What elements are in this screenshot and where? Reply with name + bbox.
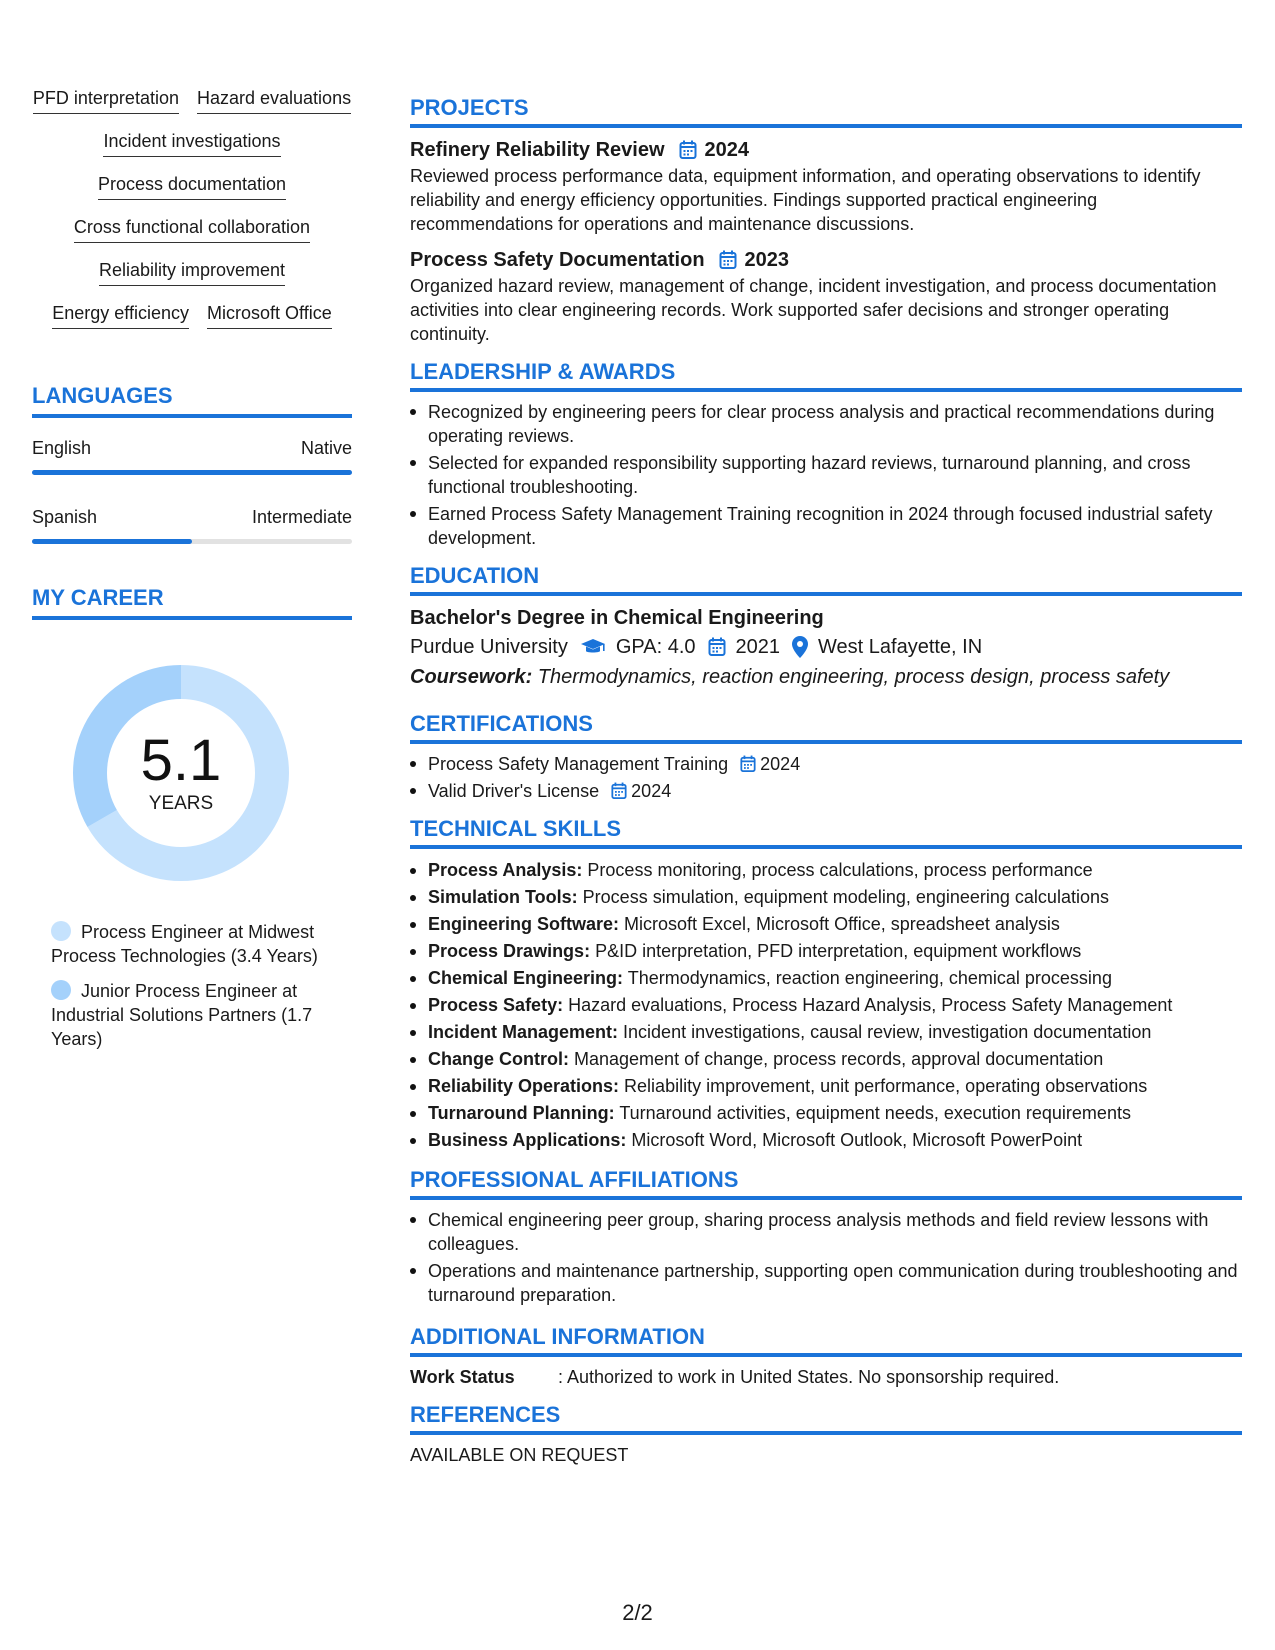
left-column bbox=[32, 86, 352, 1062]
language-bar-fill bbox=[32, 470, 352, 475]
skill-value: Reliability improvement, unit performance, operating observations bbox=[619, 1076, 1148, 1096]
skill-tag: Hazard evaluations bbox=[197, 86, 351, 114]
list-item: Chemical engineering peer group, sharing process analysis methods and field review lessons with colleagues. bbox=[410, 1208, 1242, 1256]
skill-value: Microsoft Excel, Microsoft Office, spreadsheet analysis bbox=[619, 914, 1060, 934]
legend-dot-icon bbox=[51, 980, 71, 1000]
career-section bbox=[32, 584, 352, 1051]
skill-value: Process monitoring, process calculations, process performance bbox=[582, 860, 1093, 880]
coursework-text: Thermodynamics, reaction engineering, process design, process safety bbox=[532, 666, 1170, 688]
list-item bbox=[410, 965, 1242, 992]
calendar-icon bbox=[708, 637, 726, 657]
skill-tag: Microsoft Office bbox=[207, 301, 332, 329]
technical-skills-heading: TECHNICAL SKILLS bbox=[410, 815, 1242, 849]
skill-value: Process simulation, equipment modeling, engineering calculations bbox=[577, 887, 1109, 907]
list-item bbox=[410, 1127, 1242, 1154]
right-column bbox=[410, 94, 1242, 1479]
skill-value: Microsoft Word, Microsoft Outlook, Microsoft PowerPoint bbox=[626, 1130, 1083, 1150]
skill-label: Process Analysis: bbox=[428, 860, 583, 880]
skill-label: Business Applications: bbox=[428, 1130, 627, 1150]
certification-year: 2024 bbox=[631, 781, 672, 801]
skill-label: Engineering Software: bbox=[428, 914, 620, 934]
career-total-value: 5.1 bbox=[140, 728, 222, 793]
education-meta bbox=[410, 632, 1242, 662]
calendar-icon bbox=[740, 755, 756, 773]
education-school: Purdue University bbox=[410, 636, 568, 658]
career-legend bbox=[32, 920, 352, 1051]
skill-label: Turnaround Planning: bbox=[428, 1103, 615, 1123]
certification-year: 2024 bbox=[760, 754, 801, 774]
skill-tag: Process documentation bbox=[98, 172, 286, 200]
list-item bbox=[410, 938, 1242, 965]
skill-value: Incident investigations, causal review, investigation documentation bbox=[618, 1022, 1152, 1042]
certifications-heading: CERTIFICATIONS bbox=[410, 710, 1242, 744]
skill-label: Simulation Tools: bbox=[428, 887, 578, 907]
skill-label: Process Safety: bbox=[428, 995, 564, 1015]
education-heading: EDUCATION bbox=[410, 562, 1242, 596]
list-item bbox=[410, 1073, 1242, 1100]
career-legend-label: Junior Process Engineer at Industrial Solutions Partners (1.7 Years) bbox=[51, 981, 313, 1049]
skill-tags bbox=[32, 86, 352, 344]
language-name: English bbox=[32, 438, 92, 458]
work-status-label: Work Status bbox=[410, 1367, 515, 1387]
technical-skills-list bbox=[410, 857, 1242, 1154]
additional-info-heading: ADDITIONAL INFORMATION bbox=[410, 1323, 1242, 1357]
certifications-list bbox=[410, 752, 1242, 803]
certification-name: Process Safety Management Training bbox=[428, 754, 729, 774]
list-item bbox=[410, 1100, 1242, 1127]
language-bar-fill bbox=[32, 539, 192, 544]
project-title: Refinery Reliability Review bbox=[410, 139, 665, 161]
projects-heading: PROJECTS bbox=[410, 94, 1242, 128]
legend-dot-icon bbox=[51, 921, 71, 941]
language-item bbox=[32, 505, 352, 544]
leadership-list bbox=[410, 400, 1242, 550]
career-total-unit: YEARS bbox=[148, 793, 214, 814]
project-item bbox=[410, 246, 1242, 346]
list-item: Selected for expanded responsibility supporting hazard reviews, turnaround planning, and cross functional troubleshooting. bbox=[410, 451, 1242, 499]
list-item bbox=[410, 1019, 1242, 1046]
list-item bbox=[410, 752, 1242, 776]
language-name: Spanish bbox=[32, 507, 98, 527]
location-pin-icon bbox=[792, 636, 808, 658]
list-item bbox=[410, 857, 1242, 884]
coursework-label: Coursework: bbox=[410, 666, 533, 688]
technical-skills-section bbox=[410, 815, 1242, 1154]
career-legend-item bbox=[51, 920, 341, 968]
list-item bbox=[410, 884, 1242, 911]
list-item bbox=[410, 779, 1242, 803]
list-item bbox=[410, 911, 1242, 938]
skill-value: Turnaround activities, equipment needs, execution requirements bbox=[614, 1103, 1131, 1123]
list-item: Operations and maintenance partnership, supporting open communication during troubleshooting and turnaround preparation. bbox=[410, 1259, 1242, 1307]
page-number: 2/2 bbox=[622, 1600, 653, 1625]
language-bar bbox=[32, 539, 352, 544]
education-gpa: GPA: 4.0 bbox=[615, 636, 696, 658]
career-legend-label: Process Engineer at Midwest Process Technologies (3.4 Years) bbox=[51, 922, 318, 966]
skill-label: Change Control: bbox=[428, 1049, 569, 1069]
skill-value: P&ID interpretation, PFD interpretation, equipment workflows bbox=[590, 941, 1082, 961]
skill-value: Hazard evaluations, Process Hazard Analysis, Process Safety Management bbox=[563, 995, 1173, 1015]
education-location: West Lafayette, IN bbox=[818, 636, 983, 658]
skill-label: Chemical Engineering: bbox=[428, 968, 624, 988]
skill-tag: Reliability improvement bbox=[99, 258, 285, 286]
work-status-value: : Authorized to work in United States. No sponsorship required. bbox=[558, 1367, 1060, 1387]
additional-info-section bbox=[410, 1323, 1242, 1389]
certification-name: Valid Driver's License bbox=[428, 781, 600, 801]
skill-label: Incident Management: bbox=[428, 1022, 619, 1042]
leadership-heading: LEADERSHIP & AWARDS bbox=[410, 358, 1242, 392]
project-year: 2023 bbox=[744, 249, 790, 271]
affiliations-section bbox=[410, 1166, 1242, 1307]
career-donut bbox=[66, 658, 296, 888]
references-heading: REFERENCES bbox=[410, 1401, 1242, 1435]
skill-tag: Cross functional collaboration bbox=[74, 215, 310, 243]
projects-section bbox=[410, 94, 1242, 346]
leadership-section bbox=[410, 358, 1242, 550]
work-status-row bbox=[410, 1365, 1242, 1389]
skill-label: Reliability Operations: bbox=[428, 1076, 620, 1096]
references-section bbox=[410, 1401, 1242, 1467]
project-description: Reviewed process performance data, equipment information, and operating observations to identify reliability and energy efficiency opportunities. Findings supported practical engineering recommendations for operations and maintenance discussions. bbox=[410, 166, 1201, 234]
list-item bbox=[410, 1046, 1242, 1073]
skill-label: Process Drawings: bbox=[428, 941, 591, 961]
career-heading: MY CAREER bbox=[32, 584, 352, 620]
list-item bbox=[410, 992, 1242, 1019]
education-coursework bbox=[410, 662, 1242, 692]
skill-value: Management of change, process records, approval documentation bbox=[569, 1049, 1104, 1069]
education-section bbox=[410, 562, 1242, 692]
list-item: Recognized by engineering peers for clear process analysis and practical recommendations during operating reviews. bbox=[410, 400, 1242, 448]
certifications-section bbox=[410, 710, 1242, 803]
list-item: Earned Process Safety Management Training recognition in 2024 through focused industrial safety development. bbox=[410, 502, 1242, 550]
project-title: Process Safety Documentation bbox=[410, 249, 705, 271]
education-year: 2021 bbox=[735, 636, 781, 658]
skill-tag: Incident investigations bbox=[103, 129, 280, 157]
skill-tag: PFD interpretation bbox=[33, 86, 179, 114]
project-year: 2024 bbox=[704, 139, 750, 161]
language-level: Intermediate bbox=[251, 507, 352, 527]
project-description: Organized hazard review, management of change, incident investigation, and process documentation activities into clear engineering records. Work supported safer decisions and stronger operating continuity. bbox=[410, 276, 1217, 344]
references-text: AVAILABLE ON REQUEST bbox=[410, 1445, 629, 1465]
project-item bbox=[410, 136, 1242, 236]
languages-section bbox=[32, 382, 352, 544]
education-degree: Bachelor's Degree in Chemical Engineering bbox=[410, 607, 824, 629]
calendar-icon bbox=[611, 782, 627, 800]
languages-heading: LANGUAGES bbox=[32, 382, 352, 418]
language-item bbox=[32, 436, 352, 475]
affiliations-list bbox=[410, 1208, 1242, 1307]
affiliations-heading: PROFESSIONAL AFFILIATIONS bbox=[410, 1166, 1242, 1200]
language-level: Native bbox=[300, 438, 352, 458]
graduation-cap-icon bbox=[580, 638, 606, 656]
skill-tag: Energy efficiency bbox=[52, 301, 189, 329]
calendar-icon bbox=[719, 250, 737, 270]
language-bar bbox=[32, 470, 352, 475]
skill-value: Thermodynamics, reaction engineering, chemical processing bbox=[623, 968, 1112, 988]
calendar-icon bbox=[679, 140, 697, 160]
career-legend-item bbox=[51, 979, 341, 1051]
